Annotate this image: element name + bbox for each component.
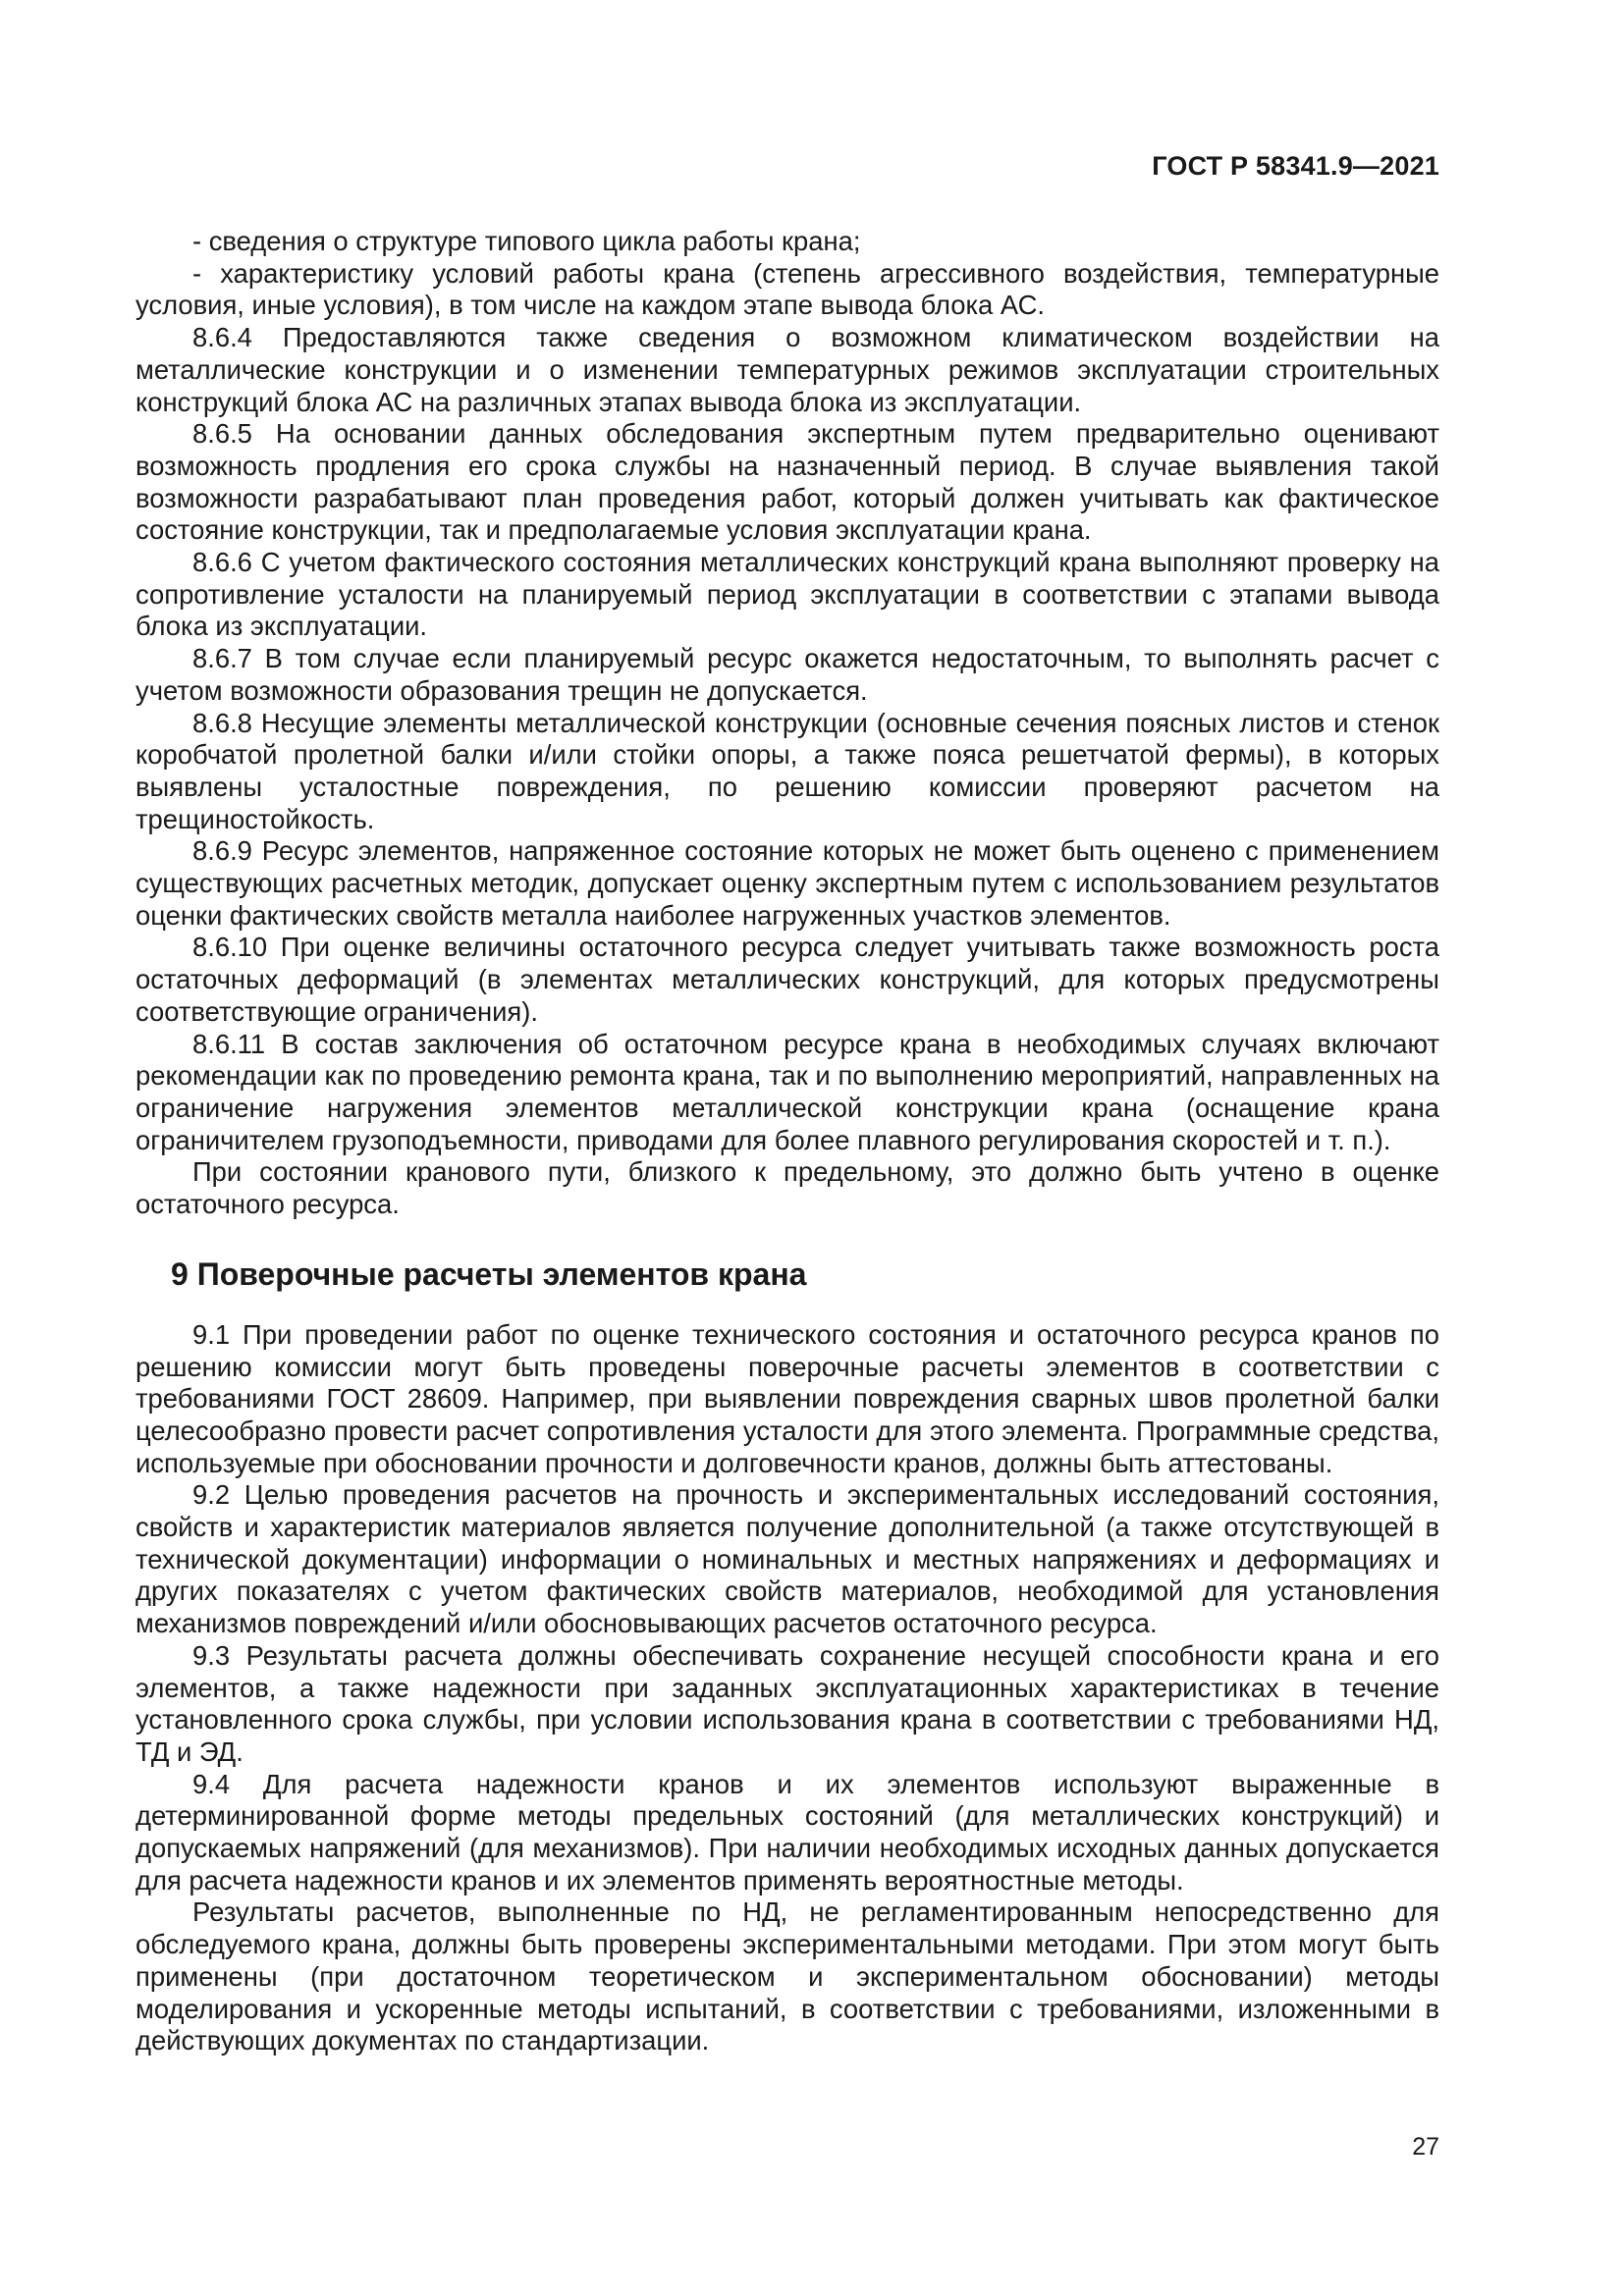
paragraph-8-6-11: 8.6.11 В состав заключения об остаточном ресурсе крана в необходимых случаях включают рекомендации как по проведению ремонта крана, так и по выполнению мероприятий, направленных на ограничение нагружения элементов металлической конструкции крана (оснащение крана ограничителем грузоподъемности, приводами для более плавного регулирования скоростей и т. п.).	[135, 1028, 1439, 1155]
paragraph: Результаты расчетов, выполненные по НД, не регламентированным непосредственно для обследуемого крана, должны быть проверены экспериментальными методами. При этом могут быть применены (при достаточном теоретическом и экспериментальном обосновании) методы моделирования и ускоренные методы испытаний, в соответствии с требованиями, изложенными в действующих документах по стандартизации.	[135, 1896, 1439, 2056]
paragraph-8-6-9: 8.6.9 Ресурс элементов, напряженное состояние которых не может быть оценено с применением существующих расчетных методик, допускает оценку экспертным путем с использованием результатов оценки фактических свойств металла наиболее нагруженных участков элементов.	[135, 835, 1439, 931]
paragraph-8-6-7: 8.6.7 В том случае если планируемый ресурс окажется недостаточным, то выполнять расчет с учетом возможности образования трещин не допускается.	[135, 643, 1439, 706]
document-body	[135, 226, 1439, 2057]
paragraph-8-6-8: 8.6.8 Несущие элементы металлической конструкции (основные сечения поясных листов и стенок коробчатой пролетной балки и/или стойки опоры, а также пояса решетчатой фермы), в которых выявлены усталостные повреждения, по решению комиссии проверяют расчетом на трещиностойкость.	[135, 707, 1439, 834]
section-title: 9 Поверочные расчеты элементов крана	[171, 1255, 807, 1292]
document-code-header: ГОСТ Р 58341.9—2021	[1152, 151, 1439, 181]
paragraph-8-6-4: 8.6.4 Предоставляются также сведения о возможном климатическом воздействии на металлические конструкции и о изменении температурных режимов эксплуатации строительных конструкций блока АС на различных этапах вывода блока из эксплуатации.	[135, 322, 1439, 417]
paragraph-9-3: 9.3 Результаты расчета должны обеспечивать сохранение несущей способности крана и его элементов, а также надежности при заданных эксплуатационных характеристиках в течение установленного срока службы, при условии использования крана в соответствии с требованиями НД, ТД и ЭД.	[135, 1639, 1439, 1767]
page-number: 27	[1412, 2133, 1439, 2161]
paragraph-9-1: 9.1 При проведении работ по оценке технического состояния и остаточного ресурса кранов по решению комиссии могут быть проведены поверочные расчеты элементов в соответствии с требованиями ГОСТ 28609. Например, при выявлении повреждения сварных швов пролетной балки целесообразно провести расчет сопротивления усталости для этого элемента. Программные средства, используемые при обосновании прочности и долговечности кранов, должны быть аттестованы.	[135, 1318, 1439, 1478]
paragraph: При состоянии кранового пути, близкого к предельному, это должно быть учтено в оценке остаточного ресурса.	[135, 1156, 1439, 1220]
paragraph-8-6-10: 8.6.10 При оценке величины остаточного ресурса следует учитывать также возможность роста остаточных деформаций (в элементах металлических конструкций, для которых предусмотрены соответствующие ограничения).	[135, 932, 1439, 1027]
paragraph-8-6-6: 8.6.6 С учетом фактического состояния металлических конструкций крана выполняют проверку на сопротивление усталости на планируемый период эксплуатации в соответствии с этапами вывода блока из эксплуатации.	[135, 547, 1439, 642]
paragraph-9-2: 9.2 Целью проведения расчетов на прочность и экспериментальных исследований состояния, свойств и характеристик материалов является получение дополнительной (а также отсутствующей в технической документации) информации о номинальных и местных напряжениях и деформациях и других показателях с учетом фактических свойств материалов, необходимой для установления механизмов повреждений и/или обосновывающих расчетов остаточного ресурса.	[135, 1479, 1439, 1639]
paragraph: - сведения о структуре типового цикла работы крана;	[192, 226, 861, 256]
paragraph: - характеристику условий работы крана (степень агрессивного воздействия, температурные условия, иные условия), в том числе на каждом этапе вывода блока АС.	[135, 257, 1439, 321]
paragraph-8-6-5: 8.6.5 На основании данных обследования экспертным путем предварительно оценивают возможность продления его срока службы на назначенный период. В случае выявления такой возможности разрабатывают план проведения работ, который должен учитывать как фактическое состояние конструкции, так и предполагаемые условия эксплуатации крана.	[135, 418, 1439, 546]
paragraph-9-4: 9.4 Для расчета надежности кранов и их элементов используют выраженные в детерминированной форме методы предельных состояний (для металлических конструкций) и допускаемых напряжений (для механизмов). При наличии необходимых исходных данных допускается для расчета надежности кранов и их элементов применять вероятностные методы.	[135, 1768, 1439, 1896]
